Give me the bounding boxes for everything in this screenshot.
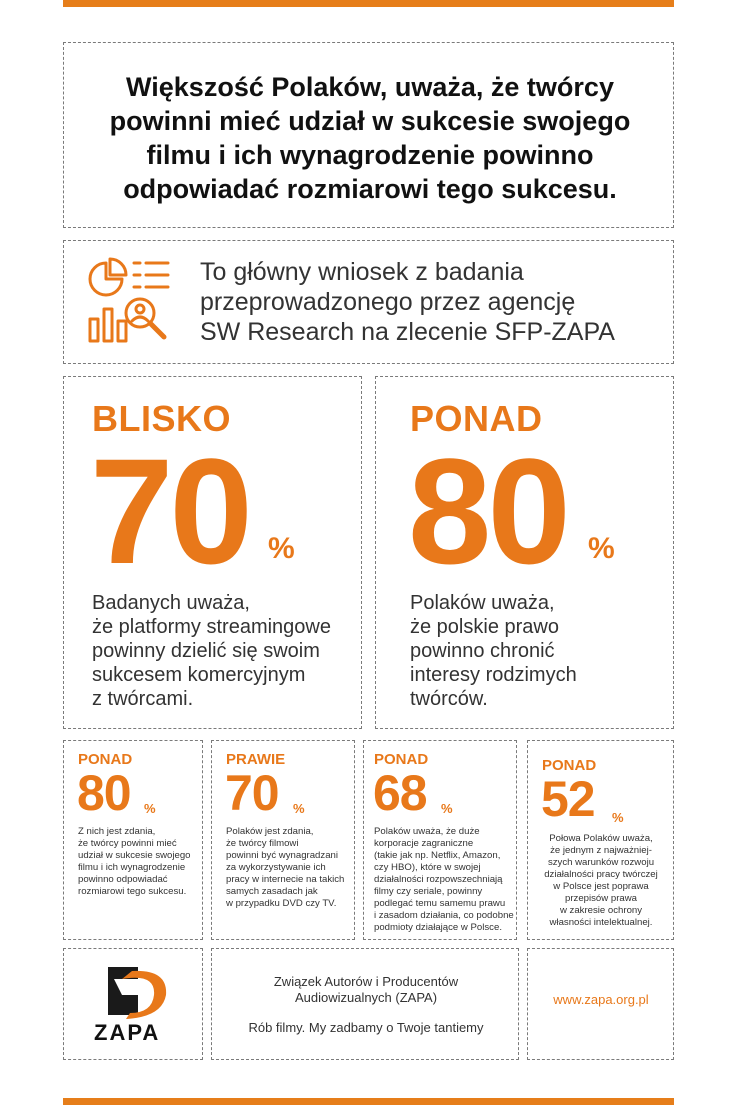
- desc-line: (takie jak np. Netflix, Amazon,: [374, 850, 501, 861]
- report-analysis-icon: [84, 257, 174, 347]
- stat-description: [92, 591, 331, 711]
- desc-line: korporacje zagraniczne: [374, 838, 474, 849]
- percent-sign: %: [144, 801, 156, 816]
- desc-line: że twórcy filmowi: [226, 838, 299, 849]
- desc-line: Połowa Polaków uważa,: [549, 833, 653, 844]
- stat-qualifier: PRAWIE: [226, 751, 286, 768]
- desc-line: że polskie prawo: [410, 616, 559, 638]
- org-name-line: Związek Autorów i Producentów: [273, 974, 459, 989]
- stat-qualifier: BLISKO: [92, 398, 232, 439]
- stat-value: 70: [225, 765, 279, 821]
- stat-qualifier: PONAD: [78, 751, 133, 768]
- desc-line: przepisów prawa: [565, 893, 637, 904]
- desc-line: w Polsce jest poprawa: [553, 881, 649, 892]
- desc-line: szych warunków rozwoju: [547, 857, 655, 868]
- desc-line: filmy czy seriale, powinny: [374, 886, 483, 897]
- desc-line: że jednym z najważniej-: [550, 845, 652, 856]
- percent-sign: %: [612, 810, 624, 825]
- stat-value: 70: [90, 427, 249, 595]
- stat-description: [78, 826, 191, 898]
- headline-line: filmu i ich wynagrodzenie powinno: [146, 140, 594, 170]
- desc-line: interesy rodzimych: [410, 664, 577, 686]
- stat-value: 80: [77, 765, 131, 821]
- desc-line: powinni być wynagradzani: [226, 850, 338, 861]
- desc-line: z twórcami.: [92, 688, 194, 710]
- stat-value: 68: [373, 765, 427, 821]
- desc-line: rozmiarowi tego sukcesu.: [78, 886, 187, 897]
- desc-line: własności intelektualnej.: [549, 917, 653, 928]
- percent-sign: %: [268, 532, 295, 565]
- org-name: [212, 974, 520, 1006]
- desc-line: udział w sukcesie swojego: [78, 850, 191, 861]
- bottom-accent-bar: [63, 1098, 674, 1105]
- desc-line: czy HBO), które w swojej: [374, 862, 481, 873]
- intro-line: przeprowadzonego przez agencję: [200, 288, 576, 316]
- stat-description: [374, 826, 514, 934]
- percent-sign: %: [293, 801, 305, 816]
- intro-line: SW Research na zlecenie SFP-ZAPA: [200, 318, 615, 346]
- slogan: Rób filmy. My zadbamy o Twoje tantiemy: [248, 1020, 484, 1035]
- top-accent-bar: [63, 0, 674, 7]
- desc-line: twórców.: [410, 688, 488, 710]
- desc-line: samych zasadach jak: [226, 886, 318, 897]
- headline-line: Większość Polaków, uważa, że twórcy: [126, 72, 614, 102]
- desc-line: powinny dzielić się swoim: [92, 640, 320, 662]
- stat-description: [532, 833, 670, 929]
- desc-line: działalności rozpowszechniają: [374, 874, 503, 885]
- desc-line: podmioty działające w Polsce.: [374, 922, 502, 933]
- intro-line: To główny wniosek z badania: [200, 258, 524, 286]
- desc-line: w przypadku DVD czy TV.: [226, 898, 337, 909]
- desc-line: że platformy streamingowe: [92, 616, 331, 638]
- stat-qualifier: PONAD: [410, 398, 543, 439]
- desc-line: w zakresie ochrony: [559, 905, 643, 916]
- headline-line: odpowiadać rozmiarowi tego sukcesu.: [123, 174, 617, 204]
- headline-line: powinni mieć udział w sukcesie swojego: [109, 106, 631, 136]
- stat-description: [410, 591, 577, 711]
- percent-sign: %: [588, 532, 615, 565]
- desc-line: że twórcy powinni mieć: [78, 838, 177, 849]
- stat-qualifier: PONAD: [542, 757, 597, 774]
- desc-line: pracy w internecie na takich: [226, 874, 345, 885]
- org-name-line: Audiowizualnych (ZAPA): [294, 990, 438, 1005]
- website-link[interactable]: www.zapa.org.pl: [553, 992, 649, 1007]
- stat-description: [226, 826, 344, 910]
- desc-line: powinno chronić: [410, 640, 555, 662]
- desc-line: sukcesem komercyjnym: [92, 664, 306, 686]
- desc-line: Polaków uważa, że duże: [374, 826, 480, 837]
- stat-value: 52: [541, 771, 595, 827]
- desc-line: Z nich jest zdania,: [78, 826, 156, 837]
- desc-line: filmu i ich wynagrodzenie: [78, 862, 186, 873]
- desc-line: działalności pracy twórczej: [544, 869, 658, 880]
- headline: [70, 70, 670, 206]
- desc-line: Badanych uważa,: [92, 592, 250, 614]
- percent-sign: %: [441, 801, 453, 816]
- desc-line: powinno odpowiadać: [78, 874, 168, 885]
- zapa-wordmark: ZAPA: [94, 1020, 161, 1045]
- desc-line: Polaków uważa,: [410, 592, 555, 614]
- desc-line: podlegać temu samemu prawu: [374, 898, 506, 909]
- stat-qualifier: PONAD: [374, 751, 429, 768]
- desc-line: za wykorzystywanie ich: [226, 862, 326, 873]
- desc-line: Polaków jest zdania,: [226, 826, 314, 837]
- desc-line: i zasadom działania, co podobne: [374, 910, 514, 921]
- stat-value: 80: [408, 427, 567, 595]
- intro-text: [200, 257, 670, 347]
